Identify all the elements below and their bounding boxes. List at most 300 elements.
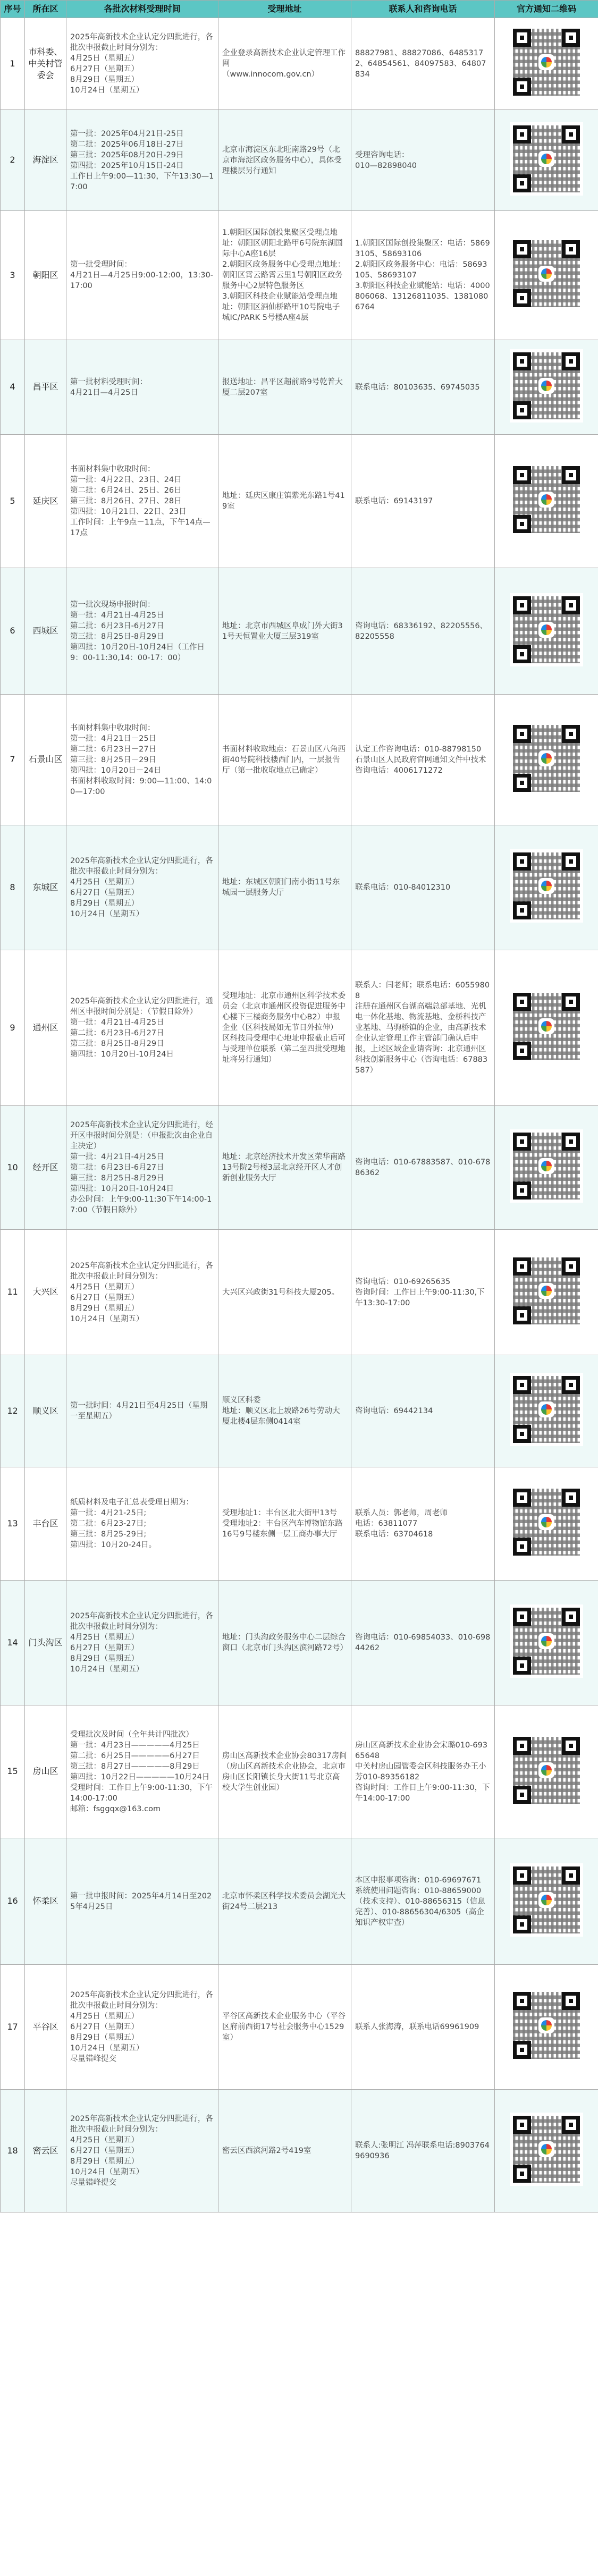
row-contact <box>351 110 495 211</box>
row-time-line: 10月24日（星期五） <box>70 1314 144 1323</box>
row-address-line: 受理地址2：丰台区汽车博物馆东路16号9号楼东侧一层工商办事大厅 <box>222 1519 343 1539</box>
row-time-line: 第一批：2025年04月21日-25日 <box>70 129 184 138</box>
row-contact-line: 咨询电话：010-69265635 <box>355 1277 451 1286</box>
row-district: 市科委、中关村管委会 <box>25 18 66 110</box>
row-index: 2 <box>1 110 25 211</box>
row-time-line: 第三批：8月25日－29日 <box>70 755 157 764</box>
qr-code-icon[interactable] <box>510 237 583 310</box>
row-time-line: 10月24日（星期五） <box>70 910 144 918</box>
row-index: 3 <box>1 211 25 340</box>
row-district: 东城区 <box>25 825 66 950</box>
row-index: 13 <box>1 1467 25 1581</box>
qr-logo-icon <box>540 2142 553 2156</box>
qr-code-icon[interactable] <box>510 1373 583 1446</box>
row-address-line: 大兴区兴政街31号科技大厦205。 <box>222 1288 340 1297</box>
header-contact: 联系人和咨询电话 <box>351 1 495 18</box>
header-time: 各批次材料受理时间 <box>66 1 218 18</box>
row-time-line: 办公时间：上午9:00-11:30下午14:00-17:00（节假日除外） <box>70 1195 212 1214</box>
qr-code-icon[interactable] <box>510 122 583 196</box>
row-contact-line: 咨询电话：010-69854033、010-69844262 <box>355 1633 491 1652</box>
row-qr-cell <box>495 1838 598 1965</box>
row-time-line: 第一批：4月23日—————4月25日 <box>70 1741 200 1750</box>
row-contact <box>351 1106 495 1230</box>
row-address <box>218 110 351 211</box>
row-time-line: 6月27日（星期五） <box>70 889 139 897</box>
table-row <box>1 1106 598 1230</box>
row-qr-cell <box>495 340 598 435</box>
row-time-line: 第二批：6月23日-6月27日 <box>70 621 164 630</box>
row-qr-cell <box>495 2090 598 2212</box>
qr-logo-icon <box>540 1634 553 1648</box>
row-contact <box>351 1581 495 1705</box>
row-contact-line: 认定工作咨询电话：010-88798150 <box>355 745 482 754</box>
table-row <box>1 695 598 825</box>
row-contact-line: 联系人：闫老师；联系电话：60559808 <box>355 981 490 1000</box>
row-district: 朝阳区 <box>25 211 66 340</box>
row-time-line: 第一批申报时间：2025年4月14日至2025年4月25日 <box>70 1891 212 1911</box>
row-time <box>66 1467 218 1581</box>
row-time-line: 书面材料集中收取时间： <box>70 723 155 732</box>
row-address-line: 2.朝阳区政务服务中心受理点地址：朝阳区霄云路霄云里1号朝阳区政务服务中心2层特色服务区 <box>222 260 346 290</box>
row-time-line: 第三批：8月27日—————8月29日 <box>70 1762 200 1771</box>
row-time-line: 第一批：4月21日-4月25日 <box>70 1018 164 1027</box>
row-time-line: 邮箱：fsggqx@163.com <box>70 1804 161 1813</box>
table-row <box>1 950 598 1106</box>
row-index: 8 <box>1 825 25 950</box>
row-time-line: 4月25日（星期五） <box>70 878 139 886</box>
row-contact <box>351 18 495 110</box>
row-contact-line: 石景山区人民政府官网通知文件中技术咨询电话：4006171272 <box>355 755 486 775</box>
row-address <box>218 1705 351 1838</box>
row-contact-line: 受理咨询电话： <box>355 150 409 159</box>
row-address-line: 地址：延庆区康庄镇紫光东路1号419室 <box>222 492 345 511</box>
qr-code-icon[interactable] <box>510 1129 583 1203</box>
row-qr-cell <box>495 1581 598 1705</box>
row-contact-line: 咨询时间：工作日上午9:00-11:30，下午14:00-17:00 <box>355 1783 490 1803</box>
row-contact-line: 中关村房山园管委会区科技服务办王小芳010-89356182 <box>355 1762 486 1781</box>
row-time-line: 第四批：10月20日-10月24日 <box>70 1050 174 1059</box>
row-contact-line: 电话：63811077 <box>355 1519 418 1528</box>
row-time-line: 2025年高新技术企业认定分四批进行，各批次申报截止时间分别为： <box>70 1612 213 1631</box>
row-district: 平谷区 <box>25 1965 66 2090</box>
row-address-line: 密云区西滨河路2号419室 <box>222 2147 311 2155</box>
row-time-line: 10月24日（星期五） <box>70 2044 144 2053</box>
row-time <box>66 18 218 110</box>
row-time-line: 第四批：2025年10月15日-24日 <box>70 161 184 170</box>
table-row <box>1 825 598 950</box>
row-time-line: 8月29日（星期五） <box>70 1654 139 1663</box>
row-time <box>66 2090 218 2212</box>
row-address <box>218 825 351 950</box>
row-time-line: 第二批：2025年06月18日-27日 <box>70 140 184 149</box>
row-time-line: 8月29日（星期五） <box>70 2157 139 2166</box>
row-time-line: 第三批：8月25日-8月29日 <box>70 632 164 641</box>
row-index: 11 <box>1 1230 25 1355</box>
row-time-line: 6月27日（星期五） <box>70 1293 139 1302</box>
table-row <box>1 1230 598 1355</box>
qr-logo-icon <box>540 1893 553 1907</box>
row-time-line: 第一批次现场申报时间： <box>70 600 155 609</box>
row-index: 12 <box>1 1355 25 1467</box>
qr-code-icon[interactable] <box>510 2113 583 2186</box>
row-address-line: 书面材料收取地点：石景山区八角西街40号院科技楼西门内，一层报告厅（第一批收取地点已确定） <box>222 745 346 775</box>
row-address <box>218 950 351 1106</box>
row-address-line: 企业登录高新技术企业认定管理工作网 <box>222 49 346 68</box>
row-time-line: 4月25日（星期五） <box>70 1633 139 1642</box>
row-district: 门头沟区 <box>25 1581 66 1705</box>
row-index: 10 <box>1 1106 25 1230</box>
row-time-line: 10月24日（星期五） <box>70 2168 144 2176</box>
row-index: 17 <box>1 1965 25 2090</box>
row-time-line: 第四批：10月20日－24日 <box>70 766 162 775</box>
row-address-line: 地址：北京经济技术开发区荣华南路13号院2号楼3层北京经开区人才创新创业服务大厅 <box>222 1153 346 1183</box>
qr-code-icon[interactable] <box>510 463 583 536</box>
row-index: 6 <box>1 568 25 695</box>
row-time-line: 4月21日—4月25日9:00-12:00，13:30-17:00 <box>70 271 213 290</box>
row-time-line: 第二批：6月25日—————6月27日 <box>70 1751 200 1760</box>
row-time-line: 工作时间：上午9点－11点，下午14点—17点 <box>70 518 210 537</box>
row-address <box>218 1838 351 1965</box>
row-index: 7 <box>1 695 25 825</box>
qr-code-icon[interactable] <box>510 849 583 923</box>
row-time-line: 书面材料集中收取时间： <box>70 465 155 474</box>
qr-logo-icon <box>540 1403 553 1416</box>
row-index: 16 <box>1 1838 25 1965</box>
row-time <box>66 340 218 435</box>
row-time-line: 2025年高新技术企业认定分四批进行，通州区申报时间分别是：（节假日除外） <box>70 997 213 1016</box>
qr-code-icon[interactable] <box>510 990 583 1063</box>
row-time-line: 第一批：4月21日-4月25日 <box>70 611 164 620</box>
row-time-line: 受理时间：工作日上午9:00-11:30，下午14:00-17:00 <box>70 1783 213 1803</box>
row-time <box>66 1705 218 1838</box>
qr-code-icon[interactable] <box>510 1863 583 1937</box>
row-district: 密云区 <box>25 2090 66 2212</box>
row-address-line: 地址：东城区朝阳门南小街11号东城园一层服务大厅 <box>222 878 340 897</box>
qr-code-icon[interactable] <box>510 349 583 423</box>
row-contact <box>351 211 495 340</box>
row-district: 昌平区 <box>25 340 66 435</box>
row-contact <box>351 1230 495 1355</box>
qr-logo-icon <box>540 1019 553 1033</box>
table-row <box>1 340 598 435</box>
row-time-line: 8月29日（星期五） <box>70 899 139 908</box>
row-address <box>218 211 351 340</box>
row-address <box>218 18 351 110</box>
row-qr-cell <box>495 568 598 695</box>
row-address <box>218 1230 351 1355</box>
qr-logo-icon <box>540 55 553 69</box>
row-contact <box>351 2090 495 2212</box>
row-address-line: 受理地址：北京市通州区科学技术委员会（北京市通州区投资促进服务中心楼下三楼商务服务中心B2）申报企业（区科技局如无节日外拉伸） <box>222 992 346 1032</box>
row-index: 9 <box>1 950 25 1106</box>
row-contact <box>351 435 495 568</box>
row-time-line: 6月27日（星期五） <box>70 2147 139 2155</box>
row-district: 西城区 <box>25 568 66 695</box>
row-contact <box>351 568 495 695</box>
qr-logo-icon <box>540 493 553 506</box>
table-row <box>1 2090 598 2212</box>
row-time <box>66 1355 218 1467</box>
row-district: 石景山区 <box>25 695 66 825</box>
row-contact-line: 咨询电话：69442134 <box>355 1407 433 1415</box>
row-address <box>218 1106 351 1230</box>
qr-logo-icon <box>540 1159 553 1173</box>
table-row <box>1 110 598 211</box>
row-time-line: 第一批材料受理时间： <box>70 377 147 386</box>
row-time-line: 纸质材料及电子汇总表受理日期为： <box>70 1498 193 1507</box>
row-time-line: 第一批：4月21日-4月25日 <box>70 1153 164 1161</box>
row-contact-line: 联系人张海涛，联系电话69961909 <box>355 2023 479 2031</box>
row-address <box>218 340 351 435</box>
row-qr-cell <box>495 211 598 340</box>
row-time-line: 工作日上午9:00—11:30，下午13:30—17:00 <box>70 172 214 191</box>
qr-logo-icon <box>540 267 553 281</box>
qr-logo-icon <box>540 379 553 393</box>
row-time-line: 第三批：8月26日、27日、28日 <box>70 497 182 505</box>
row-address <box>218 2090 351 2212</box>
row-time-line: 10月24日（星期五） <box>70 86 144 95</box>
row-address <box>218 1467 351 1581</box>
qr-code-icon[interactable] <box>510 1734 583 1807</box>
table-row <box>1 1838 598 1965</box>
row-address-line: 北京市怀柔区科学技术委员会湖光大街24号二层213 <box>222 1891 346 1911</box>
row-contact-line: 房山区高新技术企业协会宋璐010-69365648 <box>355 1741 488 1760</box>
row-contact-line: 咨询时间：工作日上午9:00-11:30,下午13:30-17:00 <box>355 1288 485 1307</box>
row-time <box>66 1230 218 1355</box>
row-time-line: 受理批次及时间（全年共计四批次） <box>70 1730 193 1739</box>
row-time-line: 第四批：10月20日-10月24日 <box>70 1185 174 1193</box>
table-row <box>1 1467 598 1581</box>
row-time-line: 尽量错峰提交 <box>70 2055 116 2063</box>
row-time-line: 6月27日（星期五） <box>70 65 139 73</box>
row-district: 顺义区 <box>25 1355 66 1467</box>
row-time-line: 2025年高新技术企业认定分四批进行，各批次申报截止时间分别为： <box>70 1261 213 1281</box>
row-time-line: 第三批：8月25日-8月29日 <box>70 1174 164 1183</box>
row-index: 14 <box>1 1581 25 1705</box>
row-contact-line: 联系电话：63704618 <box>355 1530 433 1539</box>
row-contact-line: 联系电话：80103635、69745035 <box>355 383 480 392</box>
table-row <box>1 568 598 695</box>
table-row <box>1 1355 598 1467</box>
row-time-line: 第三批：2025年08月20日-29日 <box>70 150 184 159</box>
row-time-line: 2025年高新技术企业认定分四批进行，各批次申报截止时间分别为： <box>70 33 213 52</box>
row-address <box>218 568 351 695</box>
row-time-line: 4月25日（星期五） <box>70 54 139 63</box>
row-address-line: 1.朝阳区国际创投集聚区受理点地址：朝阳区朝阳北路甲6号院东湖国际中心A座16层 <box>222 229 343 258</box>
qr-logo-icon <box>540 879 553 893</box>
row-contact-line: 联系人员：郭老师，周老师 <box>355 1509 448 1517</box>
qr-code-icon[interactable] <box>510 722 583 795</box>
qr-logo-icon <box>540 2018 553 2032</box>
row-contact <box>351 825 495 950</box>
qr-logo-icon <box>540 152 553 166</box>
row-contact-line: 联系电话：69143197 <box>355 497 433 505</box>
row-qr-cell <box>495 110 598 211</box>
row-contact-line: 2.朝阳区政务服务中心：电话：58693105、58693107 <box>355 260 487 280</box>
row-contact-line: 1.朝阳区国际创投集聚区：电话：58693105、58693106 <box>355 239 490 258</box>
qr-code-icon[interactable] <box>510 1485 583 1559</box>
row-time-line: 第二批：6月23-27日; <box>70 1519 147 1528</box>
row-contact <box>351 340 495 435</box>
row-time <box>66 1838 218 1965</box>
qr-logo-icon <box>540 1284 553 1298</box>
row-address-line: 北京市海淀区东北旺南路29号（北京市海淀区政务服务中心），具体受理楼层另行通知 <box>222 145 342 175</box>
header-index: 序号 <box>1 1 25 18</box>
row-address-line: 顺义区科委 <box>222 1396 261 1405</box>
row-contact <box>351 1355 495 1467</box>
qr-logo-icon <box>540 1763 553 1777</box>
row-contact <box>351 1838 495 1965</box>
qr-code-icon[interactable] <box>510 593 583 666</box>
row-qr-cell <box>495 1355 598 1467</box>
row-contact <box>351 1965 495 2090</box>
table-row <box>1 435 598 568</box>
row-district: 经开区 <box>25 1106 66 1230</box>
row-time-line: 第一批受理时间： <box>70 260 132 269</box>
row-index: 5 <box>1 435 25 568</box>
row-contact-line: 联系人:张明江 冯萍联系电话:89037649690936 <box>355 2141 490 2160</box>
row-time-line: 4月25日（星期五） <box>70 2136 139 2144</box>
row-time-line: 10月24日（星期五） <box>70 1665 144 1674</box>
qr-code-icon[interactable] <box>510 1989 583 2062</box>
row-address-line: 房山区高新技术企业协会80317房间（房山区高新技术企业协会，北京市房山区长阳镇长身大街11号北京高校大学生创业园） <box>222 1751 347 1792</box>
row-time-line: 尽量错峰提交 <box>70 2178 116 2187</box>
row-qr-cell <box>495 1965 598 2090</box>
row-time-line: 8月29日（星期五） <box>70 2033 139 2042</box>
row-address-line: 报送地址：昌平区超前路9号乾普大厦二层207室 <box>222 377 343 397</box>
row-contact <box>351 950 495 1106</box>
row-qr-cell <box>495 825 598 950</box>
row-time-line: 2025年高新技术企业认定分四批进行，各批次申报截止时间分别为： <box>70 857 213 876</box>
row-time-line: 第一批：4月21日－25日 <box>70 734 157 743</box>
row-time-line: 第二批：6月23日-6月27日 <box>70 1029 164 1037</box>
row-address-line: 平谷区高新技术企业服务中心（平谷区府前西街17号社会服务中心1529室） <box>222 2012 346 2042</box>
row-contact-line: 3.朝阳区科技企业赋能站：电话：4000806068、13126811035、13810806764 <box>355 282 490 311</box>
row-time-line: 第四批：10月20日-10月24日（工作日9：00-11:30,14：00-17：00） <box>70 643 205 662</box>
row-time-line: 8月29日（星期五） <box>70 1304 139 1313</box>
row-index: 4 <box>1 340 25 435</box>
row-address-line: （www.innocom.gov.cn） <box>222 70 319 79</box>
row-district: 怀柔区 <box>25 1838 66 1965</box>
row-qr-cell <box>495 1705 598 1838</box>
row-time <box>66 1965 218 2090</box>
row-district: 房山区 <box>25 1705 66 1838</box>
table-row <box>1 211 598 340</box>
row-district: 海淀区 <box>25 110 66 211</box>
row-time <box>66 1581 218 1705</box>
row-contact-line: 咨询电话：68336192、82205556、82205558 <box>355 621 488 641</box>
row-contact-line: 注册在通州区台湖高端总部基地、光机电一体化基地、物流基地、金桥科技产业基地、马驹桥镇的企业，由高新技术企业认定管理工作主管部门确认后申报，上述区域企业请咨询：北京通州区科技创新服务中心（咨询电话：67883587） <box>355 1002 488 1075</box>
row-contact-line: 本区申报事项咨询：010-69697671 <box>355 1876 482 1885</box>
qr-code-icon[interactable] <box>510 1604 583 1678</box>
row-contact-line: 系统使用问题咨询：010-88659000（技术支持）、010-88656315（信息完善）、010-88656304/6305（高企知识产权审查） <box>355 1886 485 1927</box>
row-contact-line: 010—82898040 <box>355 161 417 170</box>
row-qr-cell <box>495 435 598 568</box>
table-row <box>1 1965 598 2090</box>
row-contact <box>351 1467 495 1581</box>
row-address <box>218 1965 351 2090</box>
row-time <box>66 695 218 825</box>
row-time <box>66 1106 218 1230</box>
row-district: 延庆区 <box>25 435 66 568</box>
row-time-line: 第一批时间：4月21日至4月25日（星期一至星期五） <box>70 1401 208 1421</box>
row-time-line: 8月29日（星期五） <box>70 75 139 84</box>
header-qr: 官方通知二维码 <box>495 1 598 18</box>
row-time <box>66 568 218 695</box>
row-time <box>66 110 218 211</box>
row-district: 通州区 <box>25 950 66 1106</box>
row-time-line: 第一批：4月21-25日; <box>70 1509 147 1517</box>
row-district: 丰台区 <box>25 1467 66 1581</box>
row-contact-line: 联系电话：010-84012310 <box>355 883 451 892</box>
row-index: 18 <box>1 2090 25 2212</box>
row-time-line: 第二批：6月23日－27日 <box>70 745 157 754</box>
row-time-line: 第四批：10月20-24日。 <box>70 1541 157 1549</box>
row-time-line: 4月21日—4月25日 <box>70 388 138 397</box>
row-address-line: 3.朝阳区科技企业赋能站受理点地址：朝阳区酒仙桥路甲10号院电子城IC/PARK 5号楼A座4层 <box>222 292 340 322</box>
row-district: 大兴区 <box>25 1230 66 1355</box>
header-address: 受理地址 <box>218 1 351 18</box>
table-row <box>1 1581 598 1705</box>
row-address-line: 地址：门头沟政务服务中心二层综合窗口（北京市门头沟区滨河路72号） <box>222 1633 348 1652</box>
row-time-line: 第二批：6月24日、25日、26日 <box>70 486 182 495</box>
row-time-line: 6月27日（星期五） <box>70 2023 139 2031</box>
row-time-line: 第三批：8月25日-8月29日 <box>70 1040 164 1048</box>
row-contact-line: 咨询电话：010-67883587、010-67886362 <box>355 1158 491 1177</box>
qr-code-icon[interactable] <box>510 1254 583 1328</box>
row-address-line: 受理地址1：丰台区北大街甲13号 <box>222 1509 338 1517</box>
row-contact-line: 88827981、88827086、64853172、64854561、84097583、64807834 <box>355 49 486 79</box>
row-time-line: 2025年高新技术企业认定分四批进行，经开区申报时间分别是：（申报批次由企业自主决定） <box>70 1121 213 1151</box>
row-address <box>218 435 351 568</box>
row-time-line: 4月25日（星期五） <box>70 2012 139 2021</box>
qr-logo-icon <box>540 1515 553 1529</box>
row-time-line: 6月27日（星期五） <box>70 1644 139 1652</box>
row-qr-cell <box>495 1230 598 1355</box>
row-time-line: 第三批：8月25-29日; <box>70 1530 147 1539</box>
row-time <box>66 825 218 950</box>
row-time-line: 第一批：4月22日、23日、24日 <box>70 476 182 484</box>
row-time-line: 2025年高新技术企业认定分四批进行，各批次申报截止时间分别为： <box>70 2115 213 2134</box>
row-index: 1 <box>1 18 25 110</box>
qr-logo-icon <box>540 623 553 637</box>
row-time-line: 第四批：10月21日、22日、23日 <box>70 508 187 516</box>
row-index: 15 <box>1 1705 25 1838</box>
row-address <box>218 1355 351 1467</box>
row-contact <box>351 695 495 825</box>
row-time <box>66 211 218 340</box>
row-time-line: 书面材料收取时间：9:00—11:00、14:00—17:00 <box>70 776 212 796</box>
row-address-line: 地址：顺义区北上坡路26号劳动大厦北楼4层东侧0414室 <box>222 1407 340 1426</box>
qr-logo-icon <box>540 751 553 765</box>
row-time-line: 第二批：6月23日-6月27日 <box>70 1163 164 1172</box>
table-row <box>1 1705 598 1838</box>
row-time-line: 4月25日（星期五） <box>70 1282 139 1291</box>
row-address <box>218 695 351 825</box>
row-contact <box>351 1705 495 1838</box>
row-qr-cell <box>495 950 598 1106</box>
row-qr-cell <box>495 18 598 110</box>
row-address-line: 区科技局受理中心地址申报截止后可与受理单位联系（第二至四批受理地址将另行通知） <box>222 1034 346 1064</box>
header-district: 所在区 <box>25 1 66 18</box>
qr-code-icon[interactable] <box>510 26 583 99</box>
row-qr-cell <box>495 695 598 825</box>
row-address-line: 地址：北京市西城区阜成门外大街31号天恒置业大厦三层319室 <box>222 621 343 641</box>
row-address <box>218 1581 351 1705</box>
row-time-line: 2025年高新技术企业认定分四批进行，各批次申报截止时间分别为： <box>70 1991 213 2010</box>
row-time <box>66 950 218 1106</box>
row-qr-cell <box>495 1106 598 1230</box>
